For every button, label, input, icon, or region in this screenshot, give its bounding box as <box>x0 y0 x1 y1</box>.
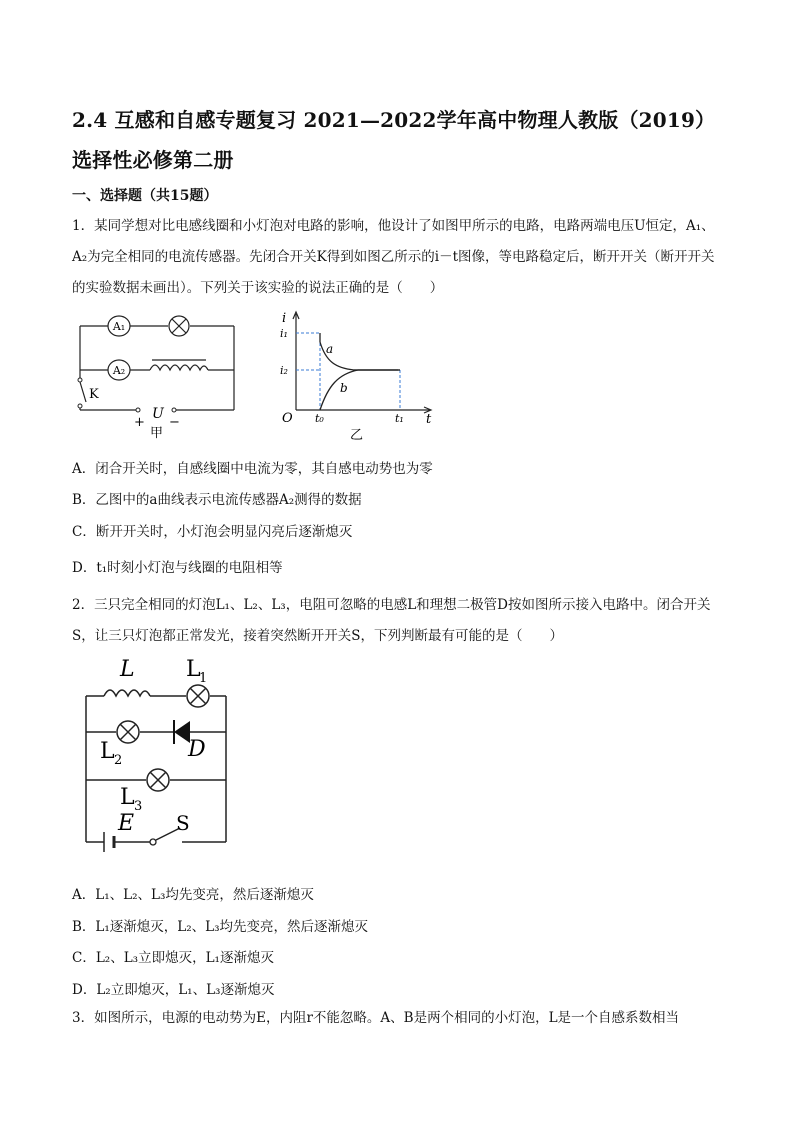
section-heading: 一、选择题（共15题） <box>72 188 218 204</box>
switch-k-label: K <box>89 387 99 402</box>
svg-text:O: O <box>282 411 293 426</box>
lamp1-label: L <box>186 657 201 682</box>
svg-text:A₁: A₁ <box>112 320 126 333</box>
q1-option-a: A．闭合开关时，自感线圈中电流为零，其自感电动势也为零 <box>72 461 433 477</box>
svg-text:1: 1 <box>199 671 208 686</box>
figure-caption-jia: 甲 <box>150 426 164 441</box>
q1-circuit-figure <box>72 306 247 441</box>
svg-text:3: 3 <box>134 799 143 814</box>
plus-label: + <box>134 415 145 430</box>
q1-option-d: D．t₁时刻小灯泡与线圈的电阻相等 <box>72 560 283 576</box>
svg-text:t₀: t₀ <box>315 412 324 425</box>
figure-caption-yi: 乙 <box>350 428 364 441</box>
svg-text:2: 2 <box>114 753 123 768</box>
question-3-text: 3．如图所示，电源的电动势为E，内阻r不能忽略。A、B是两个相同的小灯泡，L是一个自感系数相当 <box>72 1010 680 1026</box>
lamp3-label: L <box>120 785 135 810</box>
svg-text:A₂: A₂ <box>112 364 126 377</box>
svg-text:i₁: i₁ <box>280 327 288 340</box>
svg-text:i: i <box>282 311 287 326</box>
q2-option-d: D．L₂立即熄灭，L₁、L₃逐渐熄灭 <box>72 982 275 998</box>
question-1-text: 1．某同学想对比电感线圈和小灯泡对电路的影响，他设计了如图甲所示的电路，电路两端电压U恒定，A₁、A₂为完全相同的电流传感器。先闭合开关K得到如图乙所示的i－t图像，等电路稳定后，断开开关（断开开关的实验数据未画出）。下列关于该实验的说法正确的是（ ） <box>72 218 715 296</box>
diode-label: D <box>188 737 206 762</box>
voltage-label: U <box>152 406 164 422</box>
q1-current-graph <box>270 306 440 441</box>
q2-circuit-figure <box>78 654 238 864</box>
q1-option-c: C．断开开关时，小灯泡会明显闪亮后逐渐熄灭 <box>72 524 353 540</box>
sensor-a2 <box>108 360 130 380</box>
lamp2-label: L <box>100 739 115 764</box>
svg-text:t₁: t₁ <box>395 412 404 425</box>
emf-label: E <box>118 811 135 836</box>
sensor-a1 <box>108 316 130 336</box>
inductor-label: L <box>120 657 135 682</box>
q2-option-b: B．L₁逐渐熄灭，L₂、L₃均先变亮，然后逐渐熄灭 <box>72 919 369 935</box>
switch-s-label: S <box>176 811 190 835</box>
minus-label: − <box>169 415 180 430</box>
q1-option-b: B．乙图中的a曲线表示电流传感器A₂测得的数据 <box>72 492 362 508</box>
question-2-text: 2．三只完全相同的灯泡L₁、L₂、L₃，电阻可忽略的电感L和理想二极管D按如图所示接入电路中。闭合开关S，让三只灯泡都正常发光，接着突然断开开关S，下列判断最有可能的是（ ） <box>72 597 711 644</box>
svg-text:i₂: i₂ <box>280 364 288 377</box>
svg-text:a: a <box>326 342 334 356</box>
svg-text:t: t <box>426 412 432 427</box>
q2-option-c: C．L₂、L₃立即熄灭，L₁逐渐熄灭 <box>72 950 274 966</box>
svg-text:b: b <box>340 381 348 395</box>
q2-option-a: A．L₁、L₂、L₃均先变亮，然后逐渐熄灭 <box>72 887 314 903</box>
page-title: 2.4 互感和自感专题复习 2021—2022学年高中物理人教版（2019）选择性必修第二册 <box>72 108 716 172</box>
curve-b <box>320 370 400 410</box>
